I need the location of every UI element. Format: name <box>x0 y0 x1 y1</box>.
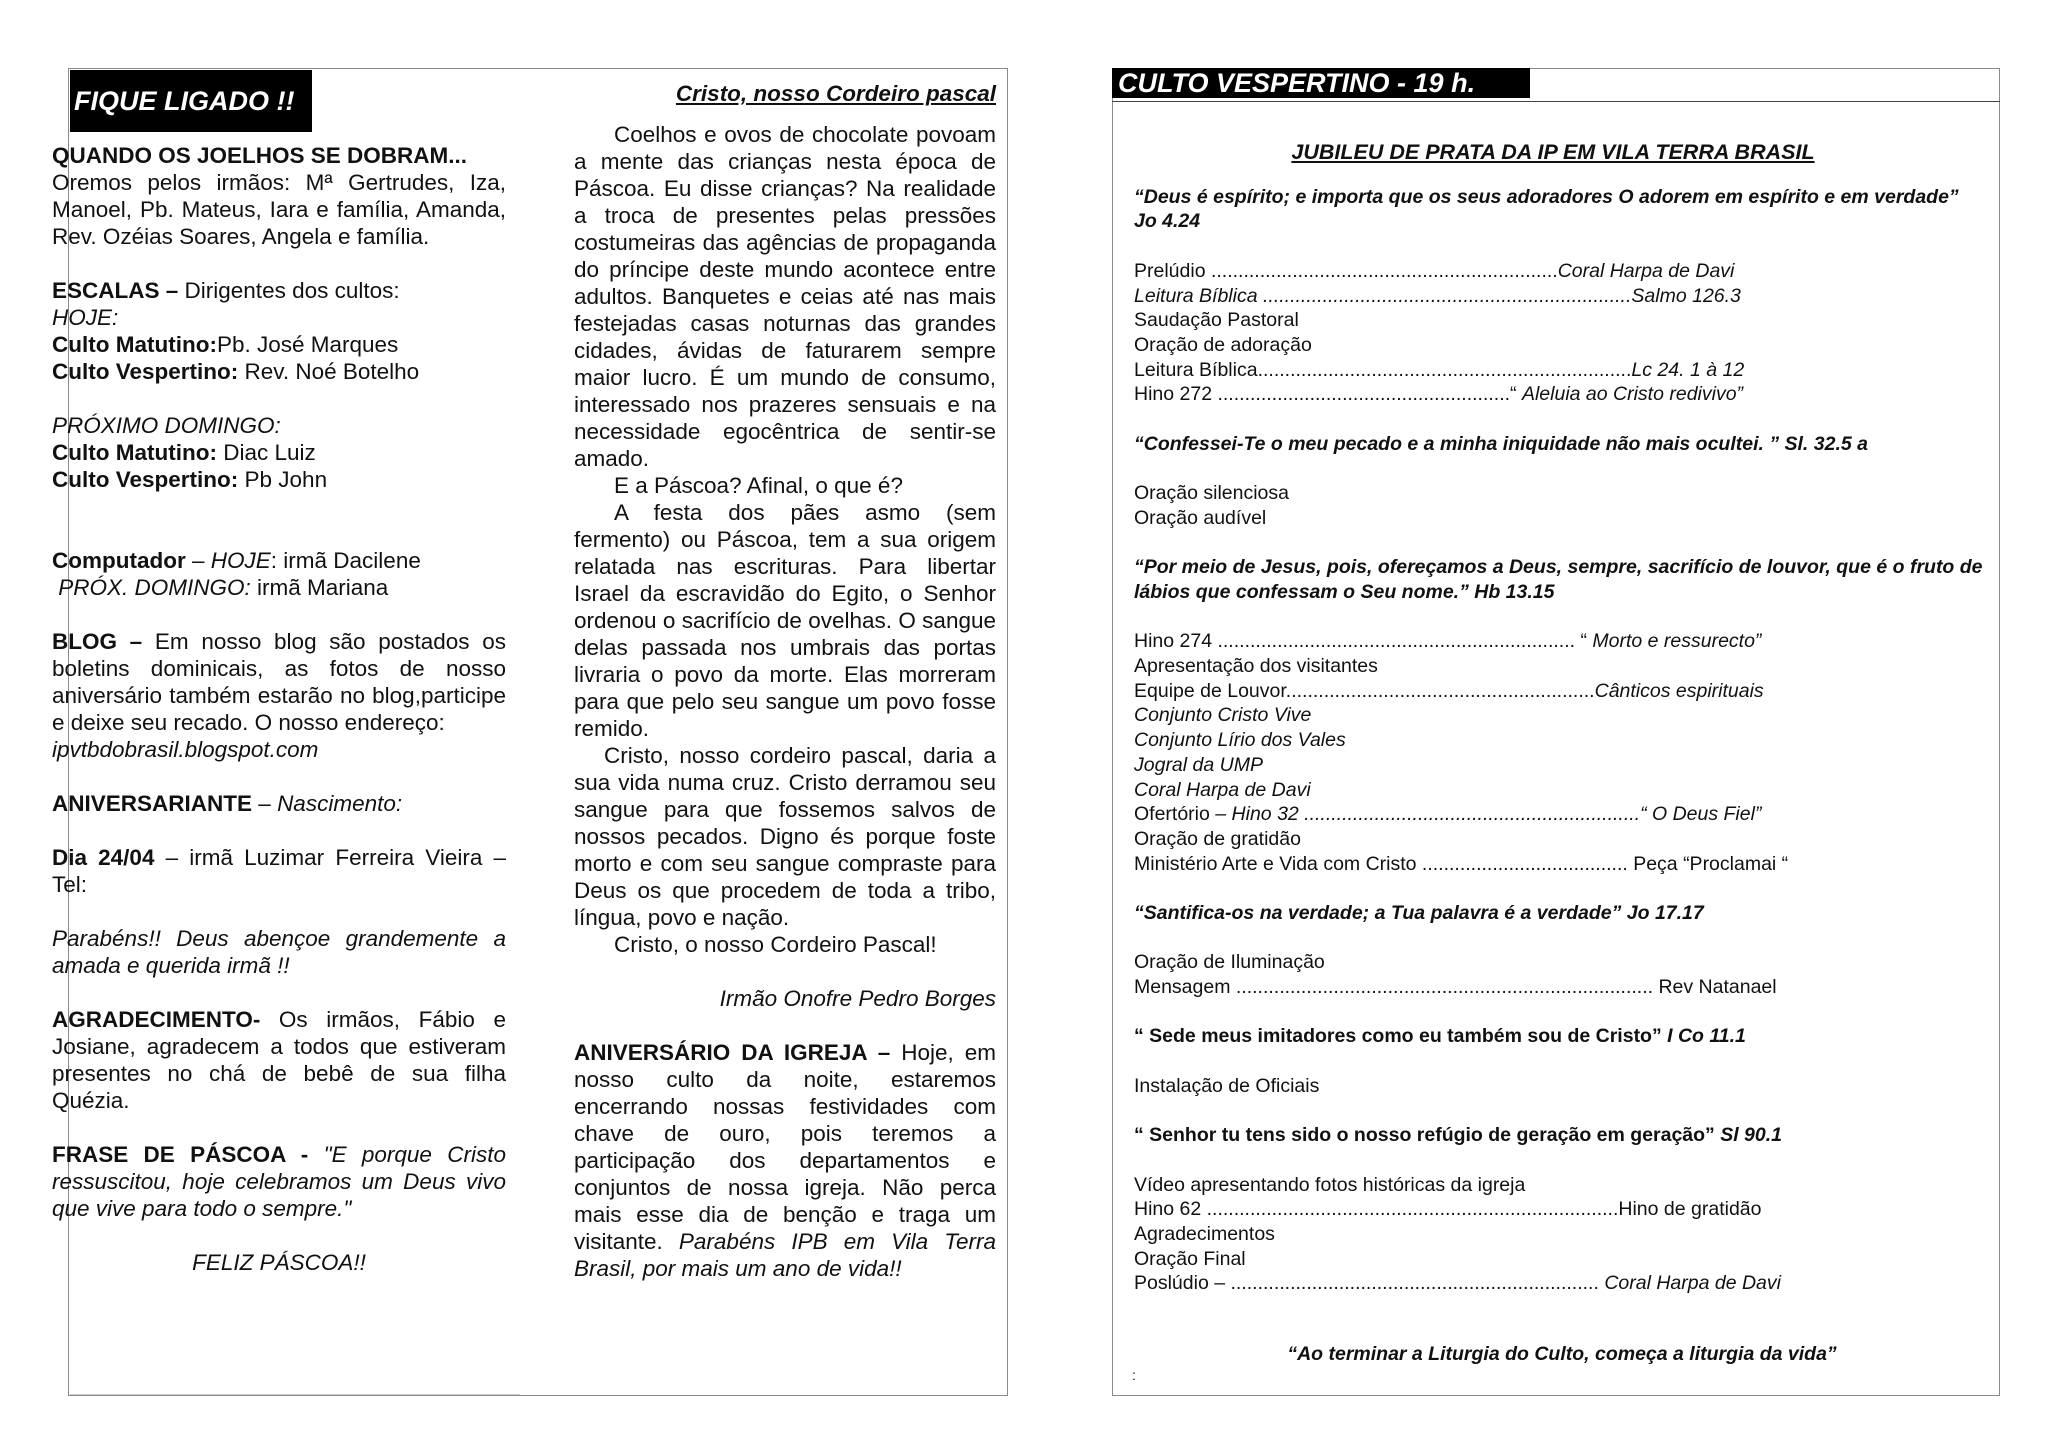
frase-label: FRASE DE PÁSCOA - <box>52 1142 309 1167</box>
verse-hb-13-15: “Por meio de Jesus, pois, ofereçamos a Deus, sempre, sacrifício de louvor, que é o fruto de lábios que confessam o Seu nome.” Hb 13.15 <box>1134 556 1983 603</box>
agradecimento-section <box>52 1006 506 1114</box>
aniversariante-sub: Nascimento: <box>277 791 403 816</box>
bulletin-middle-column <box>574 80 996 1282</box>
hoje-label: HOJE: <box>52 305 119 330</box>
liturgy-video: Vídeo apresentando fotos históricas da igreja <box>1134 1173 1526 1196</box>
frase-text: "E porque Cristo ressuscitou, hoje celebramos um Deus vivo que vive para todo o sempre." <box>52 1142 506 1221</box>
leitura2-label: Leitura Bíblica..................................................................... <box>1134 358 1632 381</box>
verse-sl-90-1 <box>1134 1123 2000 1148</box>
frase-section <box>52 1141 506 1222</box>
liturgy-mensagem: Mensagem ............................................................................. Rev Natanael <box>1134 976 1777 999</box>
agradecimento-text: Os irmãos, Fábio e Josiane, agradecem a todos que estiveram presentes no chá de bebê de sua filha Quézia. <box>52 1007 506 1113</box>
article-p1: Coelhos e ovos de chocolate povoam a mente das crianças nesta época de Páscoa. Eu disse crianças? Na realidade a troca de presentes pelas pressões costumeiras das agências de propaganda do príncipe deste mundo acontece entre adultos. Banquetes e ceias até nas mais festejadas casas noturnas das grandes cidades, ávidas de faturarem sempre maior lucro. É um mundo de consumo, interessado nos prazeres sensuais e na necessidade egocêntrica de sentir-se amado. <box>574 122 996 471</box>
computador-label: Computador <box>52 548 186 573</box>
blog-address[interactable]: ipvtbdobrasil.blogspot.com <box>52 737 319 762</box>
article-p5: Cristo, o nosso Cordeiro Pascal! <box>614 932 937 957</box>
jubileu-title: JUBILEU DE PRATA DA IP EM VILA TERRA BRASIL <box>1291 140 1815 164</box>
liturgy-leitura-1 <box>1134 284 2000 309</box>
verse5-ref: I Co 11.1 <box>1667 1025 1746 1048</box>
fique-ligado-banner: FIQUE LIGADO !! <box>70 70 312 132</box>
aniversariante-day-label: Dia 24/04 <box>52 845 155 870</box>
header-rule <box>1112 101 2000 102</box>
liturgy-ofertorio <box>1134 802 2000 827</box>
ofertorio-value: O Deus Fiel” <box>1652 803 1762 826</box>
verse6-text: “ Senhor tu tens sido o nosso refúgio de geração em geração” <box>1134 1124 1721 1147</box>
bulletin-left-column <box>52 142 506 1276</box>
escalas-section <box>52 277 506 385</box>
matutino-value: Pb. José Marques <box>216 332 399 357</box>
matutino-label: Culto Matutino: <box>52 332 217 357</box>
divider-line <box>70 1394 520 1395</box>
aniversariante-day <box>52 844 506 898</box>
posludio-value: Coral Harpa de Davi <box>1604 1272 1781 1295</box>
vespertino-value: Rev. Noé Botelho <box>238 359 420 384</box>
posludio-label: Poslúdio – .................................................................... <box>1134 1272 1605 1295</box>
verse-1co-11-1 <box>1134 1024 2000 1049</box>
verse-jo-4-24: “Deus é espírito; e importa que os seus adoradores O adorem em espírito e em verdade” Jo 4.24 <box>1134 185 1959 233</box>
liturgy-jogral: Jogral da UMP <box>1134 753 1263 776</box>
culto-vespertino-banner: CULTO VESPERTINO - 19 h. <box>1112 68 1530 98</box>
verse6-ref: Sl 90.1 <box>1720 1124 1783 1147</box>
escalas-text: Dirigentes dos cultos: <box>178 278 400 303</box>
vespertino-label: Culto Vespertino: <box>52 359 239 384</box>
liturgy-oracao-audivel: Oração audível <box>1134 506 1267 529</box>
article-p4: Cristo, nosso cordeiro pascal, daria a sua vida numa cruz. Cristo derramou seu sangue para que fossemos salvos de nossos pecados. Digno és porque foste morto e com seu sangue compraste para Deus os que procedem de toda a tribo, língua, povo e nação. <box>574 743 996 930</box>
feliz-pascoa: FELIZ PÁSCOA!! <box>192 1250 366 1275</box>
liturgy-hino-272 <box>1134 382 2000 407</box>
blog-label: BLOG – <box>52 629 143 654</box>
liturgy-posludio <box>1134 1271 2000 1296</box>
verse5-text: “ Sede meus imitadores como eu também sou de Cristo” <box>1134 1025 1668 1048</box>
equipe-value: Cânticos espirituais <box>1594 679 1764 702</box>
liturgy-visitantes: Apresentação dos visitantes <box>1134 654 1378 677</box>
joelhos-heading: QUANDO OS JOELHOS SE DOBRAM... <box>52 143 468 168</box>
blog-section <box>52 628 506 763</box>
liturgy-saudacao: Saudação Pastoral <box>1134 309 1299 332</box>
prox-matutino-value: Diac Luiz <box>216 440 316 465</box>
liturgy-oracao-iluminacao: Oração de Iluminação <box>1134 951 1325 974</box>
leitura1-label: Leitura Bíblica .................................................................... <box>1134 284 1632 307</box>
article-author: Irmão Onofre Pedro Borges <box>719 986 996 1011</box>
computador-hoje-label: HOJE <box>210 548 271 573</box>
liturgy-oracao-final: Oração Final <box>1134 1247 1246 1270</box>
hino272-label: Hino 272 ......................................................“ <box>1134 383 1522 406</box>
liturgy-oracao-adoracao: Oração de adoração <box>1134 333 1312 356</box>
leitura1-value: Salmo 126.3 <box>1631 284 1741 307</box>
computador-hoje: : irmã Dacilene <box>270 548 421 573</box>
prox-vespertino-label: Culto Vespertino: <box>52 467 239 492</box>
aniversario-igreja-text: Hoje, em nosso culto da noite, estaremos encerrando nossas festividades com chave de ouro, pois teremos a participação dos departamentos e conjuntos de nossa igreja. Não perca mais esse dia de benção e traga um visitante. <box>574 1040 996 1254</box>
computador-section <box>52 547 506 601</box>
computador-dash: – <box>185 548 211 573</box>
article-p3: A festa dos pães asmo (sem fermento) ou Páscoa, tem a sua origem relatada nas escrituras. Para libertar Israel da escravidão do Egito, o Senhor ordenou o sacrifício de ovelhas. O sangue delas passada nos umbrais das portas livraria o povo da morte. Elas morreram para que pelo seu sangue um povo fosse remido. <box>574 500 996 741</box>
proximo-label: PRÓXIMO DOMINGO: <box>52 413 281 438</box>
aniversariante-day-text: – irmã Luzimar Ferreira Vieira – Tel: <box>52 845 506 897</box>
equipe-label: Equipe de Louvor......................................................... <box>1134 679 1595 702</box>
verse-jo-17-17: “Santifica-os na verdade; a Tua palavra é a verdade” Jo 17.17 <box>1134 902 1704 924</box>
closing-quote: “Ao terminar a Liturgia do Culto, começa a liturgia da vida” <box>1287 1343 1837 1366</box>
aniversariante-wish: Parabéns!! Deus abençoe grandemente a amada e querida irmã !! <box>52 926 506 978</box>
blog-text: Em nosso blog são postados os boletins dominicais, as fotos de nosso aniversário também estarão no blog,participe e deixe seu recado. O nosso endereço: <box>52 629 506 735</box>
preludio-label: Prelúdio ................................................................ <box>1134 259 1558 282</box>
aniversariante-label: ANIVERSARIANTE <box>52 791 253 816</box>
aniversario-igreja-section <box>574 1039 996 1282</box>
proximo-section <box>52 412 506 493</box>
stray-mark: : <box>1132 1366 1136 1383</box>
computador-prox-label: PRÓX. DOMINGO: <box>58 575 251 600</box>
hino272-value: Aleluia ao Cristo redivivo” <box>1521 383 1744 406</box>
liturgy-conjunto-lirio: Conjunto Lírio dos Vales <box>1134 729 1346 752</box>
liturgy-equipe-louvor <box>1134 679 2000 704</box>
verse-sl-32-5: “Confessei-Te o meu pecado e a minha iniquidade não mais ocultei. ” Sl. 32.5 a <box>1134 432 1868 455</box>
agradecimento-label: AGRADECIMENTO- <box>52 1007 261 1032</box>
joelhos-section <box>52 142 506 250</box>
article-title: Cristo, nosso Cordeiro pascal <box>675 81 996 106</box>
prox-matutino-label: Culto Matutino: <box>52 440 217 465</box>
liturgy-column <box>1134 140 2000 1383</box>
escalas-heading: ESCALAS – <box>52 278 179 303</box>
joelhos-text: Oremos pelos irmãos: Mª Gertrudes, Iza, Manoel, Pb. Mateus, Iara e família, Amanda, Rev. Ozéias Soares, Angela e família. <box>52 170 506 249</box>
computador-prox: irmã Mariana <box>250 575 389 600</box>
aniversario-igreja-label: ANIVERSÁRIO DA IGREJA – <box>574 1040 891 1065</box>
article-p2: E a Páscoa? Afinal, o que é? <box>614 473 903 498</box>
hino274-value: Morto e ressurecto” <box>1592 630 1762 653</box>
preludio-value: Coral Harpa de Davi <box>1557 259 1735 282</box>
aniversario-igreja-parabens: Parabéns IPB em Vila Terra Brasil, por mais um ano de vida!! <box>574 1229 996 1281</box>
hino274-label: Hino 274 .................................................................. “ <box>1134 630 1593 653</box>
liturgy-hino-274 <box>1134 629 2000 654</box>
liturgy-oracao-gratidao: Oração de gratidão <box>1134 827 1301 850</box>
prox-vespertino-value: Pb John <box>238 467 328 492</box>
ofertorio-label: Ofertório – <box>1134 803 1232 826</box>
liturgy-conjunto-cristo-vive: Conjunto Cristo Vive <box>1134 704 1312 727</box>
liturgy-oracao-silenciosa: Oração silenciosa <box>1134 482 1289 505</box>
liturgy-ministerio: Ministério Arte e Vida com Cristo ...................................... Peça “Proclamai “ <box>1134 852 1789 875</box>
liturgy-instalacao: Instalação de Oficiais <box>1134 1074 1320 1097</box>
aniversariante-dash: – <box>252 791 278 816</box>
liturgy-coral: Coral Harpa de Davi <box>1134 778 1311 801</box>
liturgy-hino-62: Hino 62 ............................................................................Hino de gratidão <box>1134 1198 1762 1221</box>
ofertorio-hino: Hino 32 ..............................................................“ <box>1231 803 1652 826</box>
liturgy-agradecimentos: Agradecimentos <box>1134 1223 1275 1246</box>
liturgy-preludio <box>1134 259 2000 284</box>
liturgy-leitura-2 <box>1134 358 2000 383</box>
aniversariante-section <box>52 790 506 817</box>
leitura2-value: Lc 24. 1 à 12 <box>1631 358 1745 381</box>
